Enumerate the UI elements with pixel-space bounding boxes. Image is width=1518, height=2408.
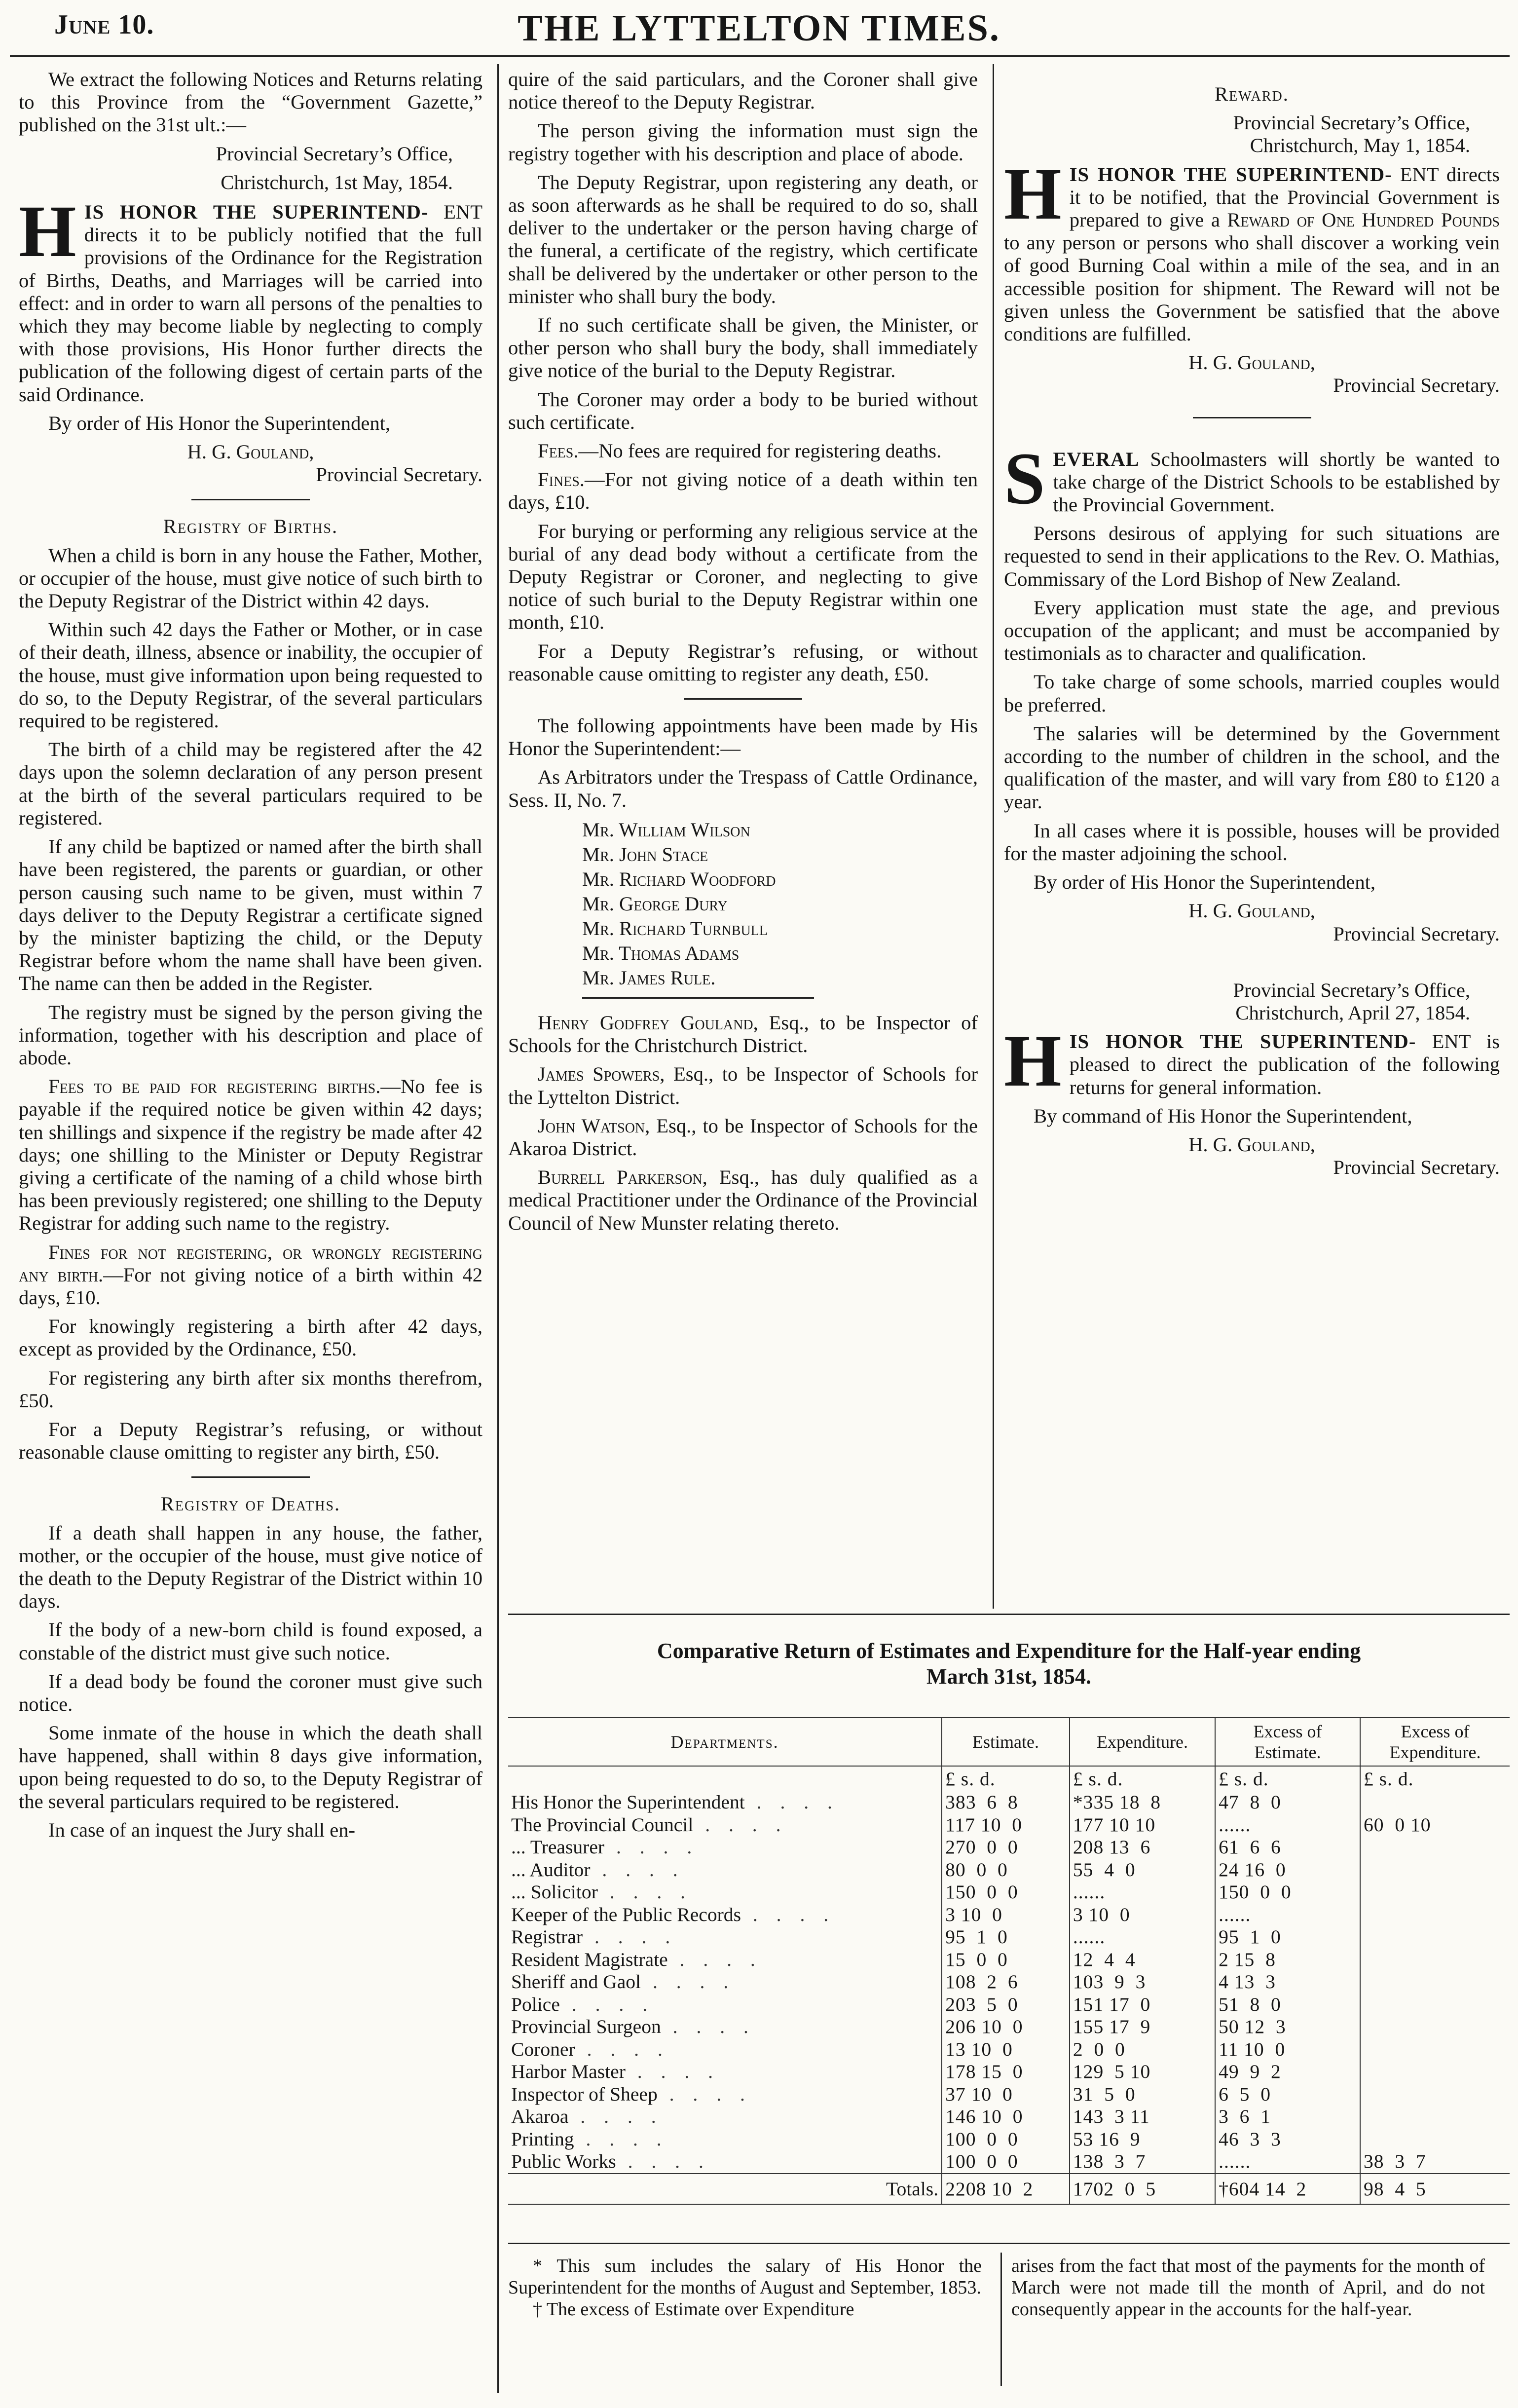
excess-estimate-cell: 11 10 0 <box>1215 2038 1360 2061</box>
fees-body: —No fees are required for registering deaths. <box>578 440 942 462</box>
table-row <box>508 1971 1510 1994</box>
excess-expenditure-cell <box>1360 2016 1510 2038</box>
signature-title: Provincial Secretary. <box>316 463 482 486</box>
units-row <box>508 1766 1510 1791</box>
reward-body-cont: to any person or persons who shall discover a working vein of good Burning Coal within a mile of the sea, and in an accessible position for shipment. The Reward will not be given unless the Government be satisfied that the above conditions are fulfilled. <box>1004 231 1500 345</box>
table-row <box>508 1949 1510 1971</box>
separator <box>191 499 310 500</box>
school-para: By order of His Honor the Superintendent, <box>1034 871 1376 894</box>
expenditure-cell: 55 4 0 <box>1070 1859 1215 1881</box>
leader-dots: . . . . <box>575 2038 669 2060</box>
reward-lead: IS HONOR THE SUPERINTEND- <box>1069 163 1392 186</box>
inspector-appointment <box>508 1115 978 1160</box>
estimate-cell: 80 0 0 <box>942 1859 1070 1881</box>
excess-estimate-cell: 3 6 1 <box>1215 2106 1360 2128</box>
drop-cap: H <box>19 190 76 273</box>
excess-expenditure-cell: 38 3 7 <box>1360 2150 1510 2174</box>
expenditure-cell: 129 5 10 <box>1070 2061 1215 2083</box>
table-row <box>508 1814 1510 1837</box>
excess-expenditure-cell <box>1360 1926 1510 1949</box>
school-para: Persons desirous of applying for such situations are requested to send in their applications to the Rev. O. Mathias, Commissary of the Lord Bishop of New Zealand. <box>1004 522 1500 590</box>
table-row <box>508 2061 1510 2083</box>
births-para: The birth of a child may be registered after the 42 days upon the solemn declaration of any person present at the birth of the several particulars required to be registered. <box>19 738 482 829</box>
signature-title: Provincial Secretary. <box>1333 1156 1500 1179</box>
units-label: £ s. d. <box>1070 1766 1215 1791</box>
excess-estimate-cell: 50 12 3 <box>1215 2016 1360 2038</box>
estimate-cell: 203 5 0 <box>942 1994 1070 2016</box>
births-para: When a child is born in any house the Father, Mother, or occupier of the house, must give notice of such birth to the Deputy Registrar of the District within 42 days. <box>19 544 482 612</box>
separator <box>684 698 802 700</box>
excess-estimate-cell: 61 6 6 <box>1215 1836 1360 1859</box>
deaths-heading: Registry of Deaths. <box>160 1493 341 1515</box>
deaths-para: If a dead body be found the coroner must give such notice. <box>19 1670 482 1715</box>
signature-name: H. G. Gouland, <box>1188 351 1315 374</box>
leader-dots: . . . . <box>744 1791 839 1813</box>
leader-dots: . . . . <box>625 2061 720 2082</box>
returns-table-section <box>508 1638 1510 2220</box>
expenditure-cell: 2 0 0 <box>1070 2038 1215 2061</box>
column-3 <box>1004 83 1500 1185</box>
leader-dots: . . . . <box>590 1858 685 1881</box>
inspector-name: James Spowers, <box>538 1063 665 1086</box>
signature-name: H. G. Gouland, <box>1188 900 1315 922</box>
totals-label: Totals. <box>508 2174 942 2204</box>
header-expenditure: Expenditure. <box>1070 1718 1215 1766</box>
table-title-line-1: Comparative Return of Estimates and Expenditure for the Half-year ending <box>657 1639 1361 1663</box>
excess-expenditure-cell <box>1360 2061 1510 2083</box>
excess-estimate-cell: 24 16 0 <box>1215 1859 1360 1881</box>
deaths-continued: quire of the said particulars, and the Coroner shall give notice thereof to the Deputy Registrar. <box>508 68 978 113</box>
expenditure-cell: 12 4 4 <box>1070 1949 1215 1971</box>
arbitrators-list <box>582 818 978 990</box>
returns-office: Provincial Secretary’s Office, <box>1233 978 1470 1001</box>
fees-lead: Fees. <box>538 440 579 462</box>
estimate-cell: 150 0 0 <box>942 1881 1070 1904</box>
table-row <box>508 1859 1510 1881</box>
arbitrator-name: Mr. Richard Woodford <box>582 867 776 890</box>
table-row <box>508 1926 1510 1949</box>
leader-dots: . . . . <box>693 1813 788 1836</box>
leader-dots: . . . . <box>741 1903 836 1925</box>
table-row <box>508 1904 1510 1926</box>
excess-estimate-cell: 2 15 8 <box>1215 1949 1360 1971</box>
death-fees <box>508 440 978 462</box>
dept-cell: Resident Magistrate . . . . <box>511 1948 762 1970</box>
dept-cell: Inspector of Sheep . . . . <box>511 2083 752 2105</box>
footnote-right: arises from the fact that most of the payments for the month of March were not made till the month of April, and do not consequently appear in the accounts for the half-year. <box>1011 2256 1485 2320</box>
dept-cell: His Honor the Superintendent . . . . <box>511 1791 839 1813</box>
inspector-text: Esq., to be Inspector of Schools for the Akaroa District. <box>508 1114 978 1160</box>
dept-cell: Public Works . . . . <box>511 2150 710 2172</box>
issue-date: June 10. <box>54 9 154 40</box>
excess-estimate-cell: 46 3 3 <box>1215 2128 1360 2151</box>
expenditure-cell: ...... <box>1070 1926 1215 1949</box>
notice-body: ENT directs it to be publicly notified that the full provisions of the Ordinance for the Registration of Births, Deaths, and Marriages will be carried into effect: and in order to warn all persons of the penalties to which they may become liable by neglecting to comply with those provisions, His Honor further directs the publication of the following digest of certain parts of the said Ordinance. <box>19 201 482 406</box>
excess-expenditure-cell <box>1360 2128 1510 2151</box>
leader-dots: . . . . <box>657 2083 752 2105</box>
expenditure-cell: 138 3 7 <box>1070 2150 1215 2174</box>
drop-cap: S <box>1004 437 1045 520</box>
inspector-appointment <box>508 1063 978 1108</box>
fines-para: For a Deputy Registrar’s refusing, or without reasonable cause omitting to register any death, £50. <box>508 640 978 685</box>
leader-dots: . . . . <box>574 2128 668 2150</box>
estimate-cell: 146 10 0 <box>942 2106 1070 2128</box>
excess-estimate-cell: 47 8 0 <box>1215 1791 1360 1814</box>
signature-title: Provincial Secretary. <box>1333 374 1500 397</box>
reward-heading: Reward. <box>1215 83 1289 105</box>
excess-expenditure-cell <box>1360 1881 1510 1904</box>
table-title-line-2: March 31st, 1854. <box>926 1664 1092 1689</box>
estimate-cell: 15 0 0 <box>942 1949 1070 1971</box>
school-para: The salaries will be determined by the Government according to the number of children in the school, and the qualification of the master, and will vary from £80 to £120 a year. <box>1004 722 1500 813</box>
dept-cell: The Provincial Council . . . . <box>511 1813 788 1836</box>
reward-body: ENT directs it to be notified, that the Provincial Government is prepared to give a <box>1069 163 1500 231</box>
estimate-cell: 95 1 0 <box>942 1926 1070 1949</box>
births-heading: Registry of Births. <box>163 515 338 538</box>
estimate-cell: 100 0 0 <box>942 2150 1070 2174</box>
table-row <box>508 1791 1510 1814</box>
dept-cell: Akaroa . . . . <box>511 2106 663 2127</box>
returns-body: ENT is pleased to direct the publication of the following returns for general information. <box>1069 1030 1500 1098</box>
total-excess-estimate: †604 14 2 <box>1215 2174 1360 2204</box>
expenditure-cell: 143 3 11 <box>1070 2106 1215 2128</box>
total-estimate: 2208 10 2 <box>942 2174 1070 2204</box>
office-date: Christchurch, 1st May, 1854. <box>221 171 453 193</box>
estimate-cell: 383 6 8 <box>942 1791 1070 1814</box>
inspector-name: John Watson, <box>538 1114 650 1137</box>
returns-table <box>508 1717 1510 2205</box>
excess-estimate-cell: 95 1 0 <box>1215 1926 1360 1949</box>
leader-dots: . . . . <box>583 1926 677 1948</box>
arbitrator-name: Mr. William Wilson <box>582 818 750 841</box>
deaths-para: If the body of a new-born child is found exposed, a constable of the district must give such notice. <box>19 1618 482 1664</box>
school-para: Every application must state the age, and previous occupation of the applicant; and must be accompanied by testimonials as to character and qualification. <box>1004 596 1500 665</box>
excess-expenditure-cell <box>1360 1971 1510 1994</box>
returns-notice <box>1004 1020 1500 1102</box>
fines-para: For a Deputy Registrar’s refusing, or without reasonable clause omitting to register any birth, £50. <box>19 1418 482 1464</box>
dept-cell: ... Auditor . . . . <box>511 1858 685 1881</box>
dept-cell: Provincial Surgeon . . . . <box>511 2016 755 2037</box>
expenditure-cell: 103 9 3 <box>1070 1971 1215 1994</box>
separator <box>191 1476 310 1478</box>
deaths-para: If a death shall happen in any house, the father, mother, or the occupier of the house, must give notice of the death to the Deputy Registrar of the District within 10 days. <box>19 1521 482 1613</box>
reward-notice <box>1004 152 1500 346</box>
fees-lead: Fees to be paid for registering births. <box>48 1075 381 1098</box>
dept-cell: Sheriff and Gaol . . . . <box>511 1971 736 1993</box>
inspector-text: Esq., to be Inspector of Schools for the Christchurch District. <box>508 1011 978 1057</box>
births-notice <box>19 190 482 406</box>
signature-name: H. G. Gouland, <box>187 441 314 463</box>
inspector-appointment <box>508 1012 978 1057</box>
leader-dots: . . . . <box>641 1971 736 1993</box>
signature-name: H. G. Gouland, <box>1188 1133 1315 1156</box>
excess-expenditure-cell <box>1360 1994 1510 2016</box>
practitioner-text: Esq., has duly qualified as a medical Practitioner under the Ordinance of the Provincial Council of New Munster relating thereto. <box>508 1166 978 1234</box>
fines-para: For registering any birth after six months therefrom, £50. <box>19 1366 482 1412</box>
excess-expenditure-cell <box>1360 1791 1510 1814</box>
table-row <box>508 2016 1510 2038</box>
excess-estimate-cell: ...... <box>1215 1904 1360 1926</box>
dept-cell: ... Treasurer . . . . <box>511 1836 699 1858</box>
estimate-cell: 37 10 0 <box>942 2083 1070 2106</box>
column-2 <box>508 68 978 1241</box>
inspector-text: Esq., to be Inspector of Schools for the Lyttelton District. <box>508 1063 978 1108</box>
leader-dots: . . . . <box>559 1993 655 2015</box>
excess-estimate-cell: 49 9 2 <box>1215 2061 1360 2083</box>
table-top-rule <box>508 1614 1510 1615</box>
excess-expenditure-cell <box>1360 1949 1510 1971</box>
excess-estimate-cell: 4 13 3 <box>1215 1971 1360 1994</box>
totals-row <box>508 2174 1510 2204</box>
table-row <box>508 1881 1510 1904</box>
school-body: Schoolmasters will shortly be wanted to take charge of the District Schools to be established by the Provincial Government. <box>1053 448 1500 516</box>
fines-lead: Fines. <box>538 468 585 491</box>
excess-expenditure-cell <box>1360 2106 1510 2128</box>
deaths-para: The Coroner may order a body to be buried without such certificate. <box>508 388 978 433</box>
dept-cell: Registrar . . . . <box>511 1926 677 1948</box>
estimate-cell: 270 0 0 <box>942 1836 1070 1859</box>
table-row <box>508 2128 1510 2151</box>
units-label: £ s. d. <box>1360 1766 1510 1791</box>
leader-dots: . . . . <box>616 2150 710 2172</box>
fees-paragraph <box>19 1075 482 1235</box>
column-1 <box>19 68 482 1847</box>
excess-expenditure-cell: 60 0 10 <box>1360 1814 1510 1837</box>
header-rule <box>10 55 1510 57</box>
dept-cell: Police . . . . <box>511 1993 655 2015</box>
table-row <box>508 1994 1510 2016</box>
arbitrator-name: Mr. Thomas Adams <box>582 941 740 964</box>
expenditure-cell: 151 17 0 <box>1070 1994 1215 2016</box>
fines-body: —For not giving notice of a death within ten days, £10. <box>508 468 978 514</box>
excess-estimate-cell: ...... <box>1215 1814 1360 1837</box>
returns-command: By command of His Honor the Superintendent, <box>1034 1104 1412 1127</box>
deaths-para: The Deputy Registrar, upon registering any death, or as soon afterwards as he shall be required to do so, shall deliver to the undertaker or the person having charge of the funeral, a certificate of the registry, which certificate shall be delivered by the undertaker or other person to the minister who shall bury the body. <box>508 171 978 307</box>
total-expenditure: 1702 0 5 <box>1070 2174 1215 2204</box>
school-para: To take charge of some schools, married couples would be preferred. <box>1004 671 1500 716</box>
dept-cell: Keeper of the Public Records . . . . <box>511 1903 836 1925</box>
units-label: £ s. d. <box>942 1766 1070 1791</box>
expenditure-cell: 155 17 9 <box>1070 2016 1215 2038</box>
estimate-cell: 178 15 0 <box>942 2061 1070 2083</box>
expenditure-cell: *335 18 8 <box>1070 1791 1215 1814</box>
deaths-para: The person giving the information must sign the registry together with his description and place of abode. <box>508 119 978 165</box>
excess-estimate-cell: ...... <box>1215 2150 1360 2174</box>
dept-cell: Printing . . . . <box>511 2128 668 2150</box>
header-excess-estimate: Excess of Estimate. <box>1215 1718 1360 1766</box>
estimate-cell: 206 10 0 <box>942 2016 1070 2038</box>
table-row <box>508 2038 1510 2061</box>
practitioner-notice <box>508 1166 978 1235</box>
leader-dots: . . . . <box>661 2016 755 2037</box>
newspaper-title: THE LYTTELTON TIMES. <box>518 7 1000 49</box>
fines-para: For knowingly registering a birth after 42 days, except as provided by the Ordinance, £50. <box>19 1315 482 1360</box>
signature-title: Provincial Secretary. <box>1333 922 1500 945</box>
estimate-cell: 13 10 0 <box>942 2038 1070 2061</box>
estimate-cell: 108 2 6 <box>942 1971 1070 1994</box>
excess-expenditure-cell <box>1360 1859 1510 1881</box>
table-title <box>508 1638 1510 1690</box>
returns-lead: IS HONOR THE SUPERINTEND- <box>1069 1030 1416 1053</box>
schoolmasters-notice <box>1004 437 1500 520</box>
dept-cell: Coroner . . . . <box>511 2038 669 2060</box>
reward-date: Christchurch, May 1, 1854. <box>1250 134 1470 157</box>
appointments-intro: The following appointments have been made by His Honor the Superintendent:— <box>508 715 978 760</box>
units-label: £ s. d. <box>1215 1766 1360 1791</box>
notice-lead: IS HONOR THE SUPERINTEND- <box>84 201 429 224</box>
arbitrator-name: Mr. James Rule. <box>582 966 716 989</box>
deaths-para: Some inmate of the house in which the death shall have happened, shall within 8 days give information, upon being requested to do so, to the Deputy Registrar of the several particulars required to be registered. <box>19 1722 482 1812</box>
inspector-name: Henry Godfrey Gouland, <box>538 1011 758 1034</box>
estimate-cell: 100 0 0 <box>942 2128 1070 2151</box>
expenditure-cell: 31 5 0 <box>1070 2083 1215 2106</box>
drop-cap: H <box>1004 1020 1062 1102</box>
expenditure-cell: 177 10 10 <box>1070 1814 1215 1837</box>
estimate-cell: 3 10 0 <box>942 1904 1070 1926</box>
intro-paragraph: We extract the following Notices and Returns relating to this Province from the “Government Gazette,” published on the 31st ult.:— <box>19 68 482 136</box>
footnote-dagger: † The excess of Estimate over Expenditure <box>533 2299 854 2320</box>
school-lead: EVERAL <box>1053 448 1140 470</box>
footnote-asterisk: * This sum includes the salary of His Honor the Superintendent for the months of August and September, 1853. <box>508 2256 982 2298</box>
fines-body: —For not giving notice of a birth within 42 days, £10. <box>19 1263 482 1309</box>
dept-cell: Harbor Master . . . . <box>511 2061 720 2082</box>
office-line: Provincial Secretary’s Office, <box>216 142 453 165</box>
table-row <box>508 1836 1510 1859</box>
header-departments: Departments. <box>508 1718 942 1766</box>
reward-office: Provincial Secretary’s Office, <box>1233 112 1470 134</box>
leader-dots: . . . . <box>597 1881 693 1903</box>
dept-cell: ... Solicitor . . . . <box>511 1881 693 1903</box>
table-row <box>508 2083 1510 2106</box>
expenditure-cell: 3 10 0 <box>1070 1904 1215 1926</box>
header-estimate: Estimate. <box>942 1718 1070 1766</box>
leader-dots: . . . . <box>568 2106 663 2127</box>
footnote-left <box>508 2255 982 2320</box>
by-order-line: By order of His Honor the Superintendent, <box>48 412 391 434</box>
births-para: If any child be baptized or named after the birth shall have been registered, the parents or guardian, or other person causing such name to be given, must within 7 days deliver to the Deputy Registrar a certificate signed by the minister baptizing the child, or the Deputy Registrar before whom the name shall have been given. The name can then be added in the Register. <box>19 835 482 995</box>
expenditure-cell: 53 16 9 <box>1070 2128 1215 2151</box>
excess-expenditure-cell <box>1360 2083 1510 2106</box>
births-para: Within such 42 days the Father or Mother, or in case of their death, illness, absence or inability, the occupier of the house, must give information upon being requested to do so, to the Deputy Registrar, of the several particulars required to be registered. <box>19 618 482 732</box>
arbitrator-name: Mr. John Stace <box>582 843 708 865</box>
column-rule-1 <box>497 64 499 2393</box>
returns-date: Christchurch, April 27, 1854. <box>1235 1001 1470 1024</box>
fines-paragraph <box>19 1241 482 1310</box>
excess-expenditure-cell <box>1360 1836 1510 1859</box>
header-excess-expenditure: Excess of Expenditure. <box>1360 1718 1510 1766</box>
excess-estimate-cell: 150 0 0 <box>1215 1881 1360 1904</box>
table-row <box>508 2150 1510 2174</box>
fines-lead: Fines for not registering, or wrongly registering any birth. <box>19 1241 482 1286</box>
arbitrator-name: Mr. George Dury <box>582 892 728 915</box>
leader-dots: . . . . <box>604 1836 699 1858</box>
death-fines <box>508 468 978 514</box>
total-excess-expenditure: 98 4 5 <box>1360 2174 1510 2204</box>
births-para: The registry must be signed by the person giving the information, together with his description and place of abode. <box>19 1001 482 1069</box>
deaths-para: In case of an inquest the Jury shall en- <box>48 1819 356 1842</box>
excess-estimate-cell: 6 5 0 <box>1215 2083 1360 2106</box>
separator <box>1193 417 1311 418</box>
page-header <box>0 0 1518 59</box>
excess-expenditure-cell <box>1360 1904 1510 1926</box>
separator <box>582 997 814 999</box>
expenditure-cell: 208 13 6 <box>1070 1836 1215 1859</box>
school-para: In all cases where it is possible, houses will be provided for the master adjoining the school. <box>1004 819 1500 865</box>
practitioner-name: Burrell Parkerson, <box>538 1166 707 1189</box>
deaths-para: If no such certificate shall be given, the Minister, or other person who shall bury the body, shall immediately give notice of the burial to the Deputy Registrar. <box>508 314 978 382</box>
estimate-cell: 117 10 0 <box>942 1814 1070 1837</box>
excess-expenditure-cell <box>1360 2038 1510 2061</box>
fees-body: —No fee is payable if the required notice be given within 42 days; ten shillings and sixpence if the registry be made after 42 days; one shilling to the Minister or Deputy Registrar giving a certificate of the naming of a child whose birth has been previously registered; one shilling to the Deputy Registrar for adding such name to the registry. <box>19 1075 482 1235</box>
table-header-row <box>508 1718 1510 1766</box>
expenditure-cell: ...... <box>1070 1881 1215 1904</box>
footnote-rule <box>508 2243 1510 2244</box>
arbitrators-intro: As Arbitrators under the Trespass of Cattle Ordinance, Sess. II, No. 7. <box>508 766 978 811</box>
arbitrator-name: Mr. Richard Turnbull <box>582 917 768 940</box>
table-row <box>508 2106 1510 2128</box>
leader-dots: . . . . <box>667 1948 762 1970</box>
fines-para: For burying or performing any religious service at the burial of any dead body without a certificate from the Deputy Registrar or Coroner, and neglecting to give notice of such burial to the Deputy Registrar within one month, £10. <box>508 520 978 634</box>
drop-cap: H <box>1004 152 1062 235</box>
column-rule-2 <box>993 64 994 1609</box>
reward-amount: Reward of One Hundred Pounds <box>1227 209 1500 231</box>
excess-estimate-cell: 51 8 0 <box>1215 1994 1360 2016</box>
footnote-column-rule <box>1000 2253 1002 2386</box>
